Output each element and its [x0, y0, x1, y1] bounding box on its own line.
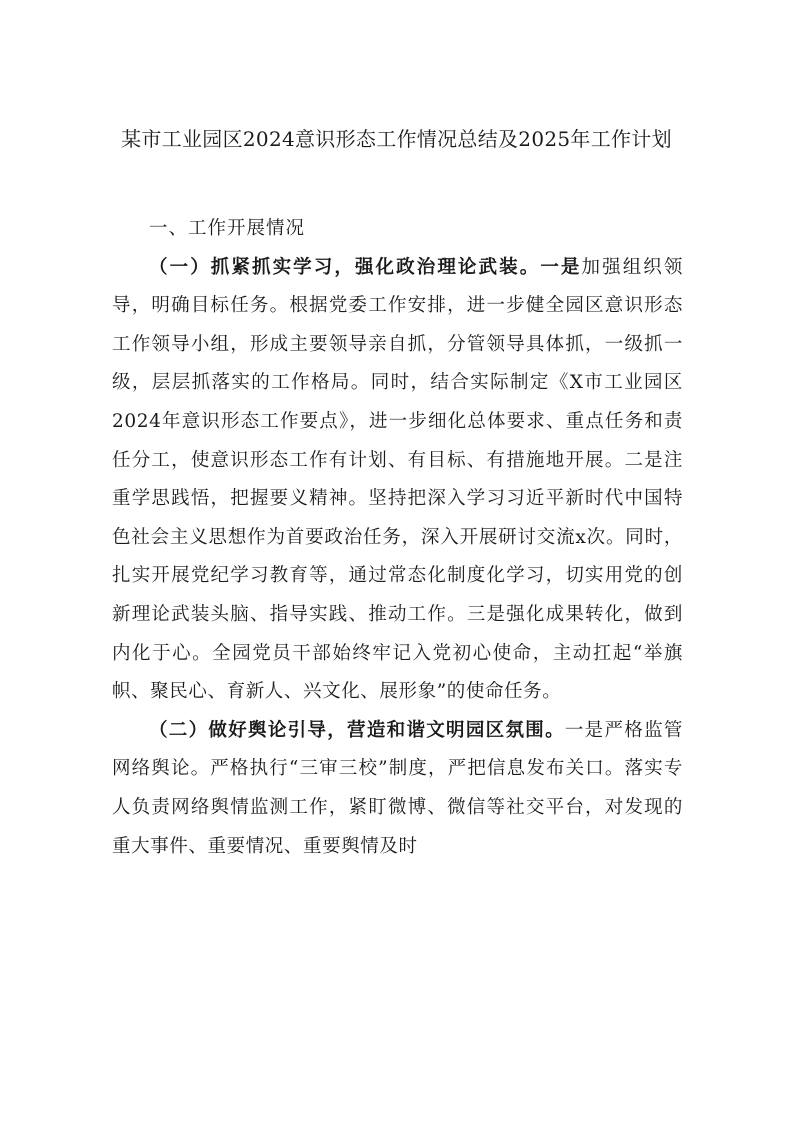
paragraph-lead: （二）做好舆论引导，营造和谐文明园区氛围。 [149, 719, 565, 741]
document-title: 某市工业园区2024意识形态工作情况总结及2025年工作计划 [121, 127, 672, 151]
point-text: 注重学思践悟，把握要义精神。坚持把深入学习习近平新时代中国特色社会主义思想作为首要政治任务，深入开展研讨交流x次。同时，扎实开展党纪学习教育等，通过常态化制度化学习，切实用党的创新理论武装头脑、指导实践、推动工作。 [112, 449, 683, 625]
section-heading: 一、工作开展情况 [149, 218, 306, 239]
paragraph-study [112, 249, 683, 712]
paragraph-lead: （一）抓紧抓实学习，强化政治理论武装。 [149, 256, 541, 278]
paragraph-opinion [112, 712, 683, 866]
point-marker: 一是 [564, 719, 605, 741]
point-text: 严格监管网络舆论。严格执行“三审三校”制度，严把信息发布关口。落实专人负责网络舆情监测工作，紧盯微博、微信等社交平台，对发现的重大事件、重要情况、重要舆情及时 [112, 719, 683, 857]
point-marker: 二是 [624, 449, 664, 471]
point-marker: 一是 [540, 256, 582, 278]
document-body [112, 210, 683, 866]
point-marker: 三是 [466, 603, 507, 625]
point-text: 加强组织领导，明确目标任务。根据党委工作安排，进一步健全园区意识形态工作领导小组，形成主要领导亲自抓，分管领导具体抓，一级抓一级，层层抓落实的工作格局。同时，结合实际制定《X市工业园区2024年意识形态工作要点》，进一步细化总体要求、重点任务和责任分工，使意识形态工作有计划、有目标、有措施地开展。 [112, 256, 683, 471]
point-text: 强化成果转化，做到内化于心。全园党员干部始终牢记入党初心使命，主动扛起“举旗帜、聚民心、育新人、兴文化、展形象”的使命任务。 [112, 603, 683, 703]
